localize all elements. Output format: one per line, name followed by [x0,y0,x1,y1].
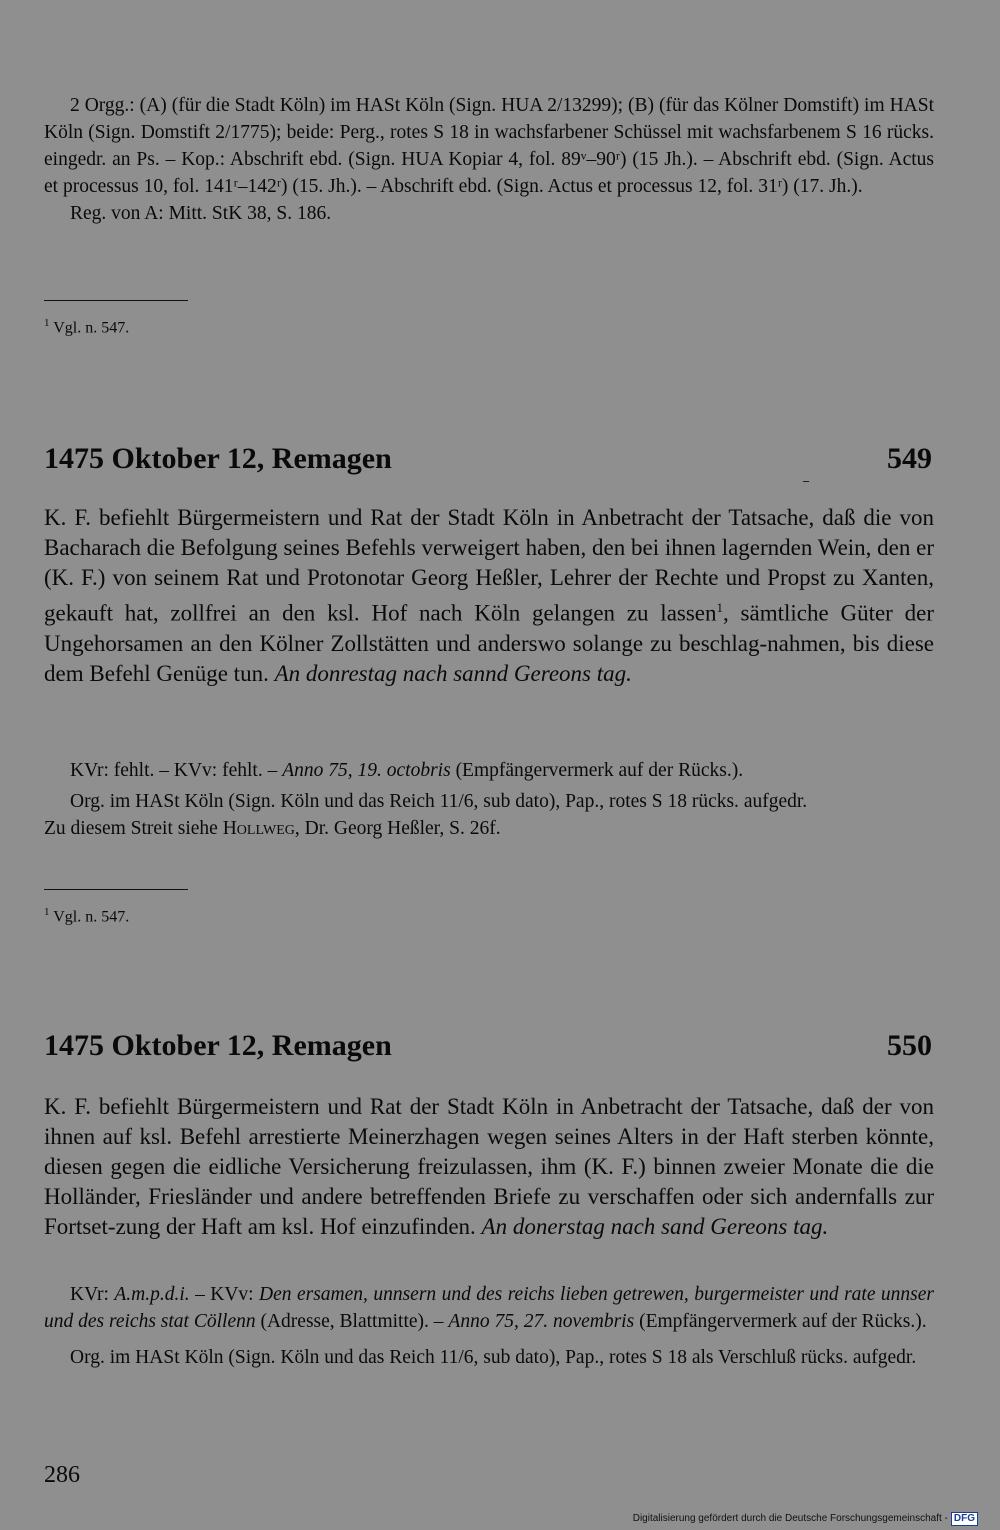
entry-550-heading [44,1028,934,1064]
literature-text: , Dr. Georg Heßler, S. 26f. [294,818,501,839]
entry-number: 549 [887,442,932,475]
regest-text [44,503,934,689]
entry-549-apparatus [44,757,934,842]
transmission-line: 31ʳ) (17. Jh.). [758,176,863,197]
kv-italic: burgermeister und rate unnser und des reichs stat Cöllenn [44,1284,935,1332]
entry-number: 550 [887,1029,932,1062]
transmission-line: Kölner Domstift) im HASt Köln (Sign. Domstift 2/1775); beide: Perg., rotes S 18 in [44,95,934,143]
literature-text: Zu diesem Streit siehe [44,818,218,839]
kanzleivermerk [44,1281,934,1335]
regest-text [44,1092,934,1242]
original-line: Org. im HASt Köln (Sign. Köln und das Reich 11/6, sub dato), Pap., rotes S 18 rücks. [70,791,739,812]
kv-text: (Empfängervermerk auf der Rücks.). [455,760,744,781]
kv-italic: Anno [448,1311,490,1332]
original-line: Verschluß rücks. aufgedr. [718,1347,917,1368]
original-line: aufgedr. [743,791,808,812]
entry-550-apparatus [44,1281,934,1371]
regest-line: Protonotar Georg Heßler, Lehrer der Rechte und Propst zu Xanten, gekauft [44,565,935,626]
credit-text: Digitalisierung gefördert durch die Deutsche Forschungsgemeinschaft - [632,1513,948,1524]
kv-italic: Anno 75, 19. octobris [282,760,451,781]
page-number: 286 [44,1462,80,1488]
dating-clause: An donerstag nach sand Gereons tag. [481,1214,829,1239]
original-reference [44,788,934,815]
regest-line: haben, den bei ihnen lagernden Wein, den er (K. F.) von seinem Rat und [44,535,935,590]
footnote-mark: 1 [44,317,50,329]
transmission-line: wachsfarbener Schüssel mit wachsfarbenem S 16 rücks. eingedr. an Ps. – Kop.: Abschrift [44,122,934,170]
kv-italic: Den ersamen, unnsern und des reichs lieben getrewen, [259,1284,689,1305]
entry-549-heading [44,441,934,477]
kv-text: KVr: fehlt. – KVv: fehlt. – [70,760,278,781]
entry-549-body [44,503,934,689]
footnote-text: Vgl. n. 547. [53,319,130,337]
dfg-logo-icon: DFG [951,1512,978,1526]
footnote-rule [44,300,188,301]
kv-text: KVr: [70,1284,109,1305]
kv-italic: 75, 27. novembris [494,1311,635,1332]
kv-text: (Adresse, Blattmitte). – [260,1311,444,1332]
transmission-paragraph [44,92,934,200]
footnote-mark: 1 [716,600,724,615]
regest-line: Tatsache, daß die von Bacharach die Befolgung seines Befehls verweigert [44,505,934,560]
digitization-credit [633,1512,978,1526]
footnote-rule [44,889,188,890]
regest-line: und andere betreffenden Briefe zu verschaffen oder sich andernfalls zur Fortset- [44,1184,934,1239]
regest-reference: Reg. von A: Mitt. StK 38, S. 186. [70,203,332,224]
transmission-line: ebd. (Sign. HUA Kopiar 4, fol. 89ᵛ–90ʳ) (15 Jh.). – Abschrift ebd. (Sign. Actus et [44,149,935,197]
original-reference [44,1344,934,1371]
entry-550-body [44,1092,934,1242]
regest-line: zung der Haft am ksl. Hof einzufinden. [115,1214,476,1239]
kv-text: (Empfängervermerk auf der Rücks.). [639,1311,927,1332]
literature-reference [44,815,934,842]
regest-line: , sämtliche Güter der [723,600,934,626]
transmission-line: 2 Orgg.: (A) (für die Stadt Köln) im HASt Köln (Sign. HUA 2/13299); (B) (für das [70,95,720,116]
entry-date-place: 1475 Oktober 12, Remagen [44,1029,392,1062]
regest-line: seines Alters in der Haft sterben könnte, diesen gegen die eidliche Versicherung [44,1124,934,1179]
regest-line: nahmen, bis diese dem Befehl Genüge tun. [44,630,935,686]
top-entry-transmission [44,92,934,227]
literature-author: Hollweg [222,818,295,839]
entry-date-place: 1475 Oktober 12, Remagen [44,442,392,475]
footnote [44,313,129,338]
regest-line: Tatsache, daß der von ihnen auf ksl. Befehl arrestierte Meinerzhagen wegen [44,1094,934,1149]
kanzleivermerk [44,757,934,784]
dating-clause: An donrestag nach sannd Gereons [274,660,592,686]
footnote [44,902,129,927]
dating-clause: tag. [596,660,632,686]
transmission-line: processus 10, fol. 141ʳ–142ʳ) (15. Jh.). – Abschrift ebd. (Sign. Actus et processus 12, fol. [62,176,754,197]
footnote-mark: 1 [44,906,50,918]
footnote-text: Vgl. n. 547. [53,908,130,926]
regest-line: hat, zollfrei an den ksl. Hof nach Köln gelangen zu lassen [124,600,717,626]
regest-line: freizulassen, ihm (K. F.) binnen zweier Monate die die Holländer, Friesländer [44,1154,934,1209]
kv-text: – KVv: [195,1284,254,1305]
kv-italic: A.m.p.d.i. [114,1284,190,1305]
scan-mark [803,481,809,482]
original-line: Org. im HASt Köln (Sign. Köln und das Reich 11/6, sub dato), Pap., rotes S 18 als [70,1347,714,1368]
regest-line: Ungehorsamen an den Kölner Zollstätten und anderswo solange zu beschlag- [44,630,768,656]
regest-line: K. F. befiehlt Bürgermeistern und Rat der Stadt Köln in Anbetracht der [44,1094,720,1119]
regest-line: K. F. befiehlt Bürgermeistern und Rat der Stadt Köln in Anbetracht der [44,505,721,530]
